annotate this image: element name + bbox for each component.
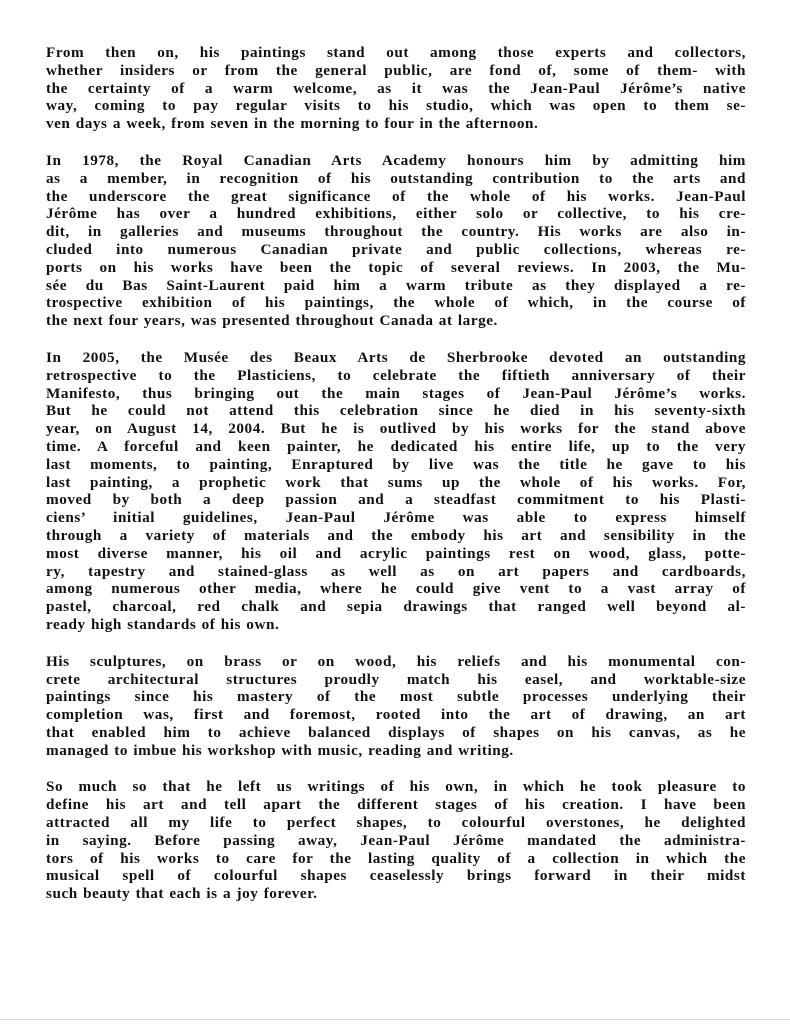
text-line: In 2005, the Musée des Beaux Arts de Sherbrooke devoted an outstanding xyxy=(46,348,746,366)
text-line: cluded into numerous Canadian private and public collections, whereas re- xyxy=(46,240,746,258)
text-line: the next four years, was presented throughout Canada at large. xyxy=(46,312,498,330)
text-line: ciens’ initial guidelines, Jean-Paul Jérôme was able to express himself xyxy=(46,509,746,527)
body-text xyxy=(46,44,746,922)
text-line: completion was, first and foremost, rooted into the art of drawing, an art xyxy=(46,706,746,724)
text-line: From then on, his paintings stand out among those experts and collectors, xyxy=(46,44,746,61)
text-line: In 1978, the Royal Canadian Arts Academy honours him by admitting him xyxy=(46,151,746,169)
text-line: ven days a week, from seven in the morning to four in the afternoon. xyxy=(46,115,539,133)
text-line: But he could not attend this celebration since he died in his seventy-sixth xyxy=(46,402,746,420)
text-line: paintings since his mastery of the most subtle processes underlying their xyxy=(46,688,746,706)
paragraph-1 xyxy=(46,44,746,133)
text-line: Jérôme has over a hundred exhibitions, either solo or collective, to his cre- xyxy=(46,205,746,223)
text-line: pastel, charcoal, red chalk and sepia drawings that ranged well beyond al- xyxy=(46,598,746,616)
text-line: whether insiders or from the general public, are fond of, some of them- with xyxy=(46,61,746,79)
text-line: sée du Bas Saint-Laurent paid him a warm tribute as they displayed a re- xyxy=(46,276,746,294)
text-line: in saying. Before passing away, Jean-Paul Jérôme mandated the administra- xyxy=(46,831,746,849)
text-line: as a member, in recognition of his outstanding contribution to the arts and xyxy=(46,169,746,187)
text-line: managed to imbue his workshop with music, reading and writing. xyxy=(46,741,514,759)
text-line: most diverse manner, his oil and acrylic paintings rest on wood, glass, potte- xyxy=(46,544,746,562)
text-line: dit, in galleries and museums throughout the country. His works are also in- xyxy=(46,223,746,241)
paragraph-2 xyxy=(46,152,746,330)
text-line: way, coming to pay regular visits to his studio, which was open to them se- xyxy=(46,97,746,115)
text-line: ready high standards of his own. xyxy=(46,615,280,633)
text-line: His sculptures, on brass or on wood, his reliefs and his monumental con- xyxy=(46,652,746,670)
text-line: the underscore the great significance of the whole of his works. Jean-Paul xyxy=(46,187,746,205)
paragraph-4 xyxy=(46,653,746,760)
text-line: such beauty that each is a joy forever. xyxy=(46,885,318,903)
text-line: Manifesto, thus bringing out the main stages of Jean-Paul Jérôme’s works. xyxy=(46,384,746,402)
text-line: tors of his works to care for the lasting quality of a collection in which the xyxy=(46,849,746,867)
text-line: ry, tapestry and stained-glass as well as on art papers and cardboards, xyxy=(46,562,746,580)
text-line: define his art and tell apart the different stages of his creation. I have been xyxy=(46,796,746,814)
text-line: last moments, to painting, Enraptured by live was the title he gave to his xyxy=(46,455,746,473)
text-line: So much so that he left us writings of his own, in which he took pleasure to xyxy=(46,778,746,796)
page-bottom-rule xyxy=(0,1019,790,1020)
text-line: last painting, a prophetic work that sums up the whole of his works. For, xyxy=(46,473,746,491)
text-line: that enabled him to achieve balanced displays of shapes on his canvas, as he xyxy=(46,723,746,741)
text-line: trospective exhibition of his paintings, the whole of which, in the course of xyxy=(46,294,746,312)
text-line: moved by both a deep passion and a steadfast commitment to his Plasti- xyxy=(46,491,746,509)
text-line: retrospective to the Plasticiens, to celebrate the fiftieth anniversary of their xyxy=(46,366,746,384)
paragraph-5 xyxy=(46,778,746,903)
paragraph-3 xyxy=(46,349,746,634)
text-line: time. A forceful and keen painter, he dedicated his entire life, up to the very xyxy=(46,437,746,455)
text-line: ports on his works have been the topic of several reviews. In 2003, the Mu- xyxy=(46,258,746,276)
text-line: attracted all my life to perfect shapes, to colourful overstones, he delighted xyxy=(46,814,746,832)
text-line: the certainty of a warm welcome, as it was the Jean-Paul Jérôme’s native xyxy=(46,79,746,97)
text-line: crete architectural structures proudly match his easel, and worktable-size xyxy=(46,670,746,688)
text-line: musical spell of colourful shapes ceaselessly brings forward in their midst xyxy=(46,867,746,885)
text-line: among numerous other media, where he could give vent to a vast array of xyxy=(46,580,746,598)
text-line: through a variety of materials and the embody his art and sensibility in the xyxy=(46,526,746,544)
text-line: year, on August 14, 2004. But he is outlived by his works for the stand above xyxy=(46,420,746,438)
